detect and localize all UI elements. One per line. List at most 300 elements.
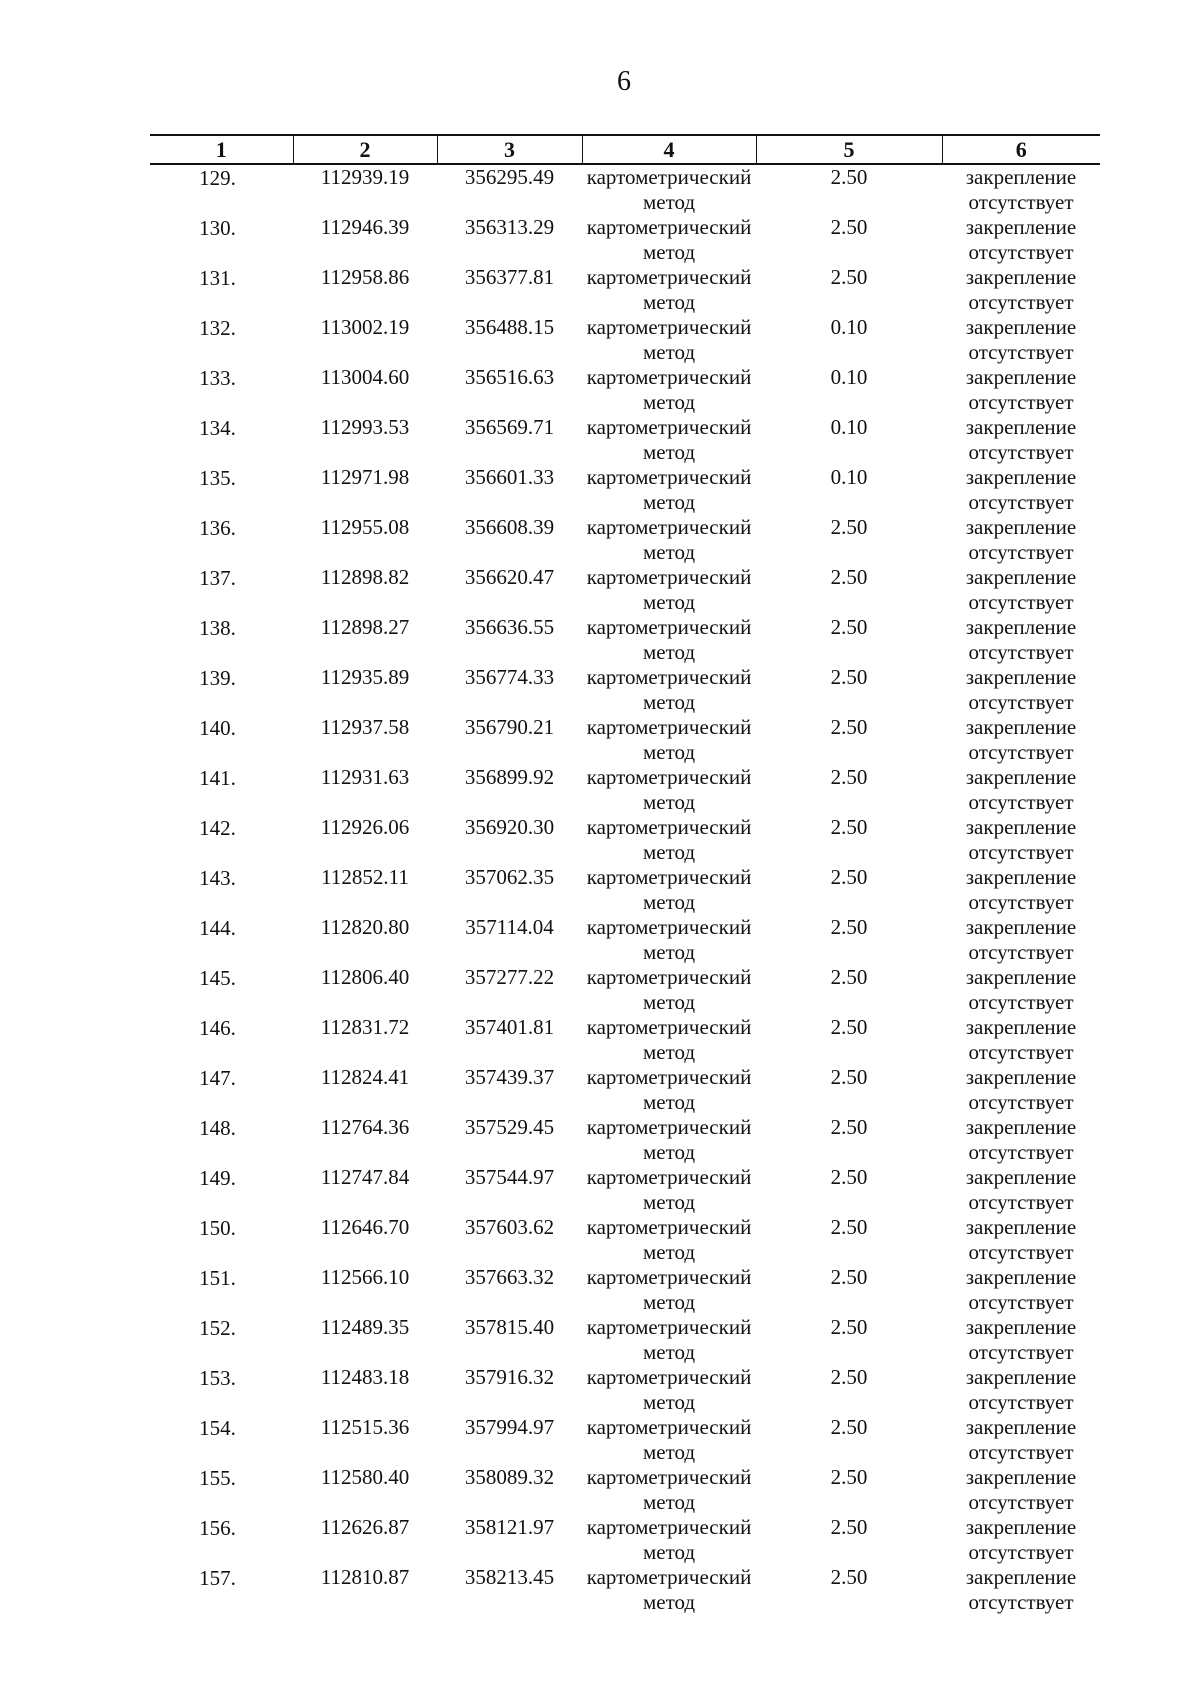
table-row [150, 1365, 1100, 1415]
method-text-line2: метод [642, 1239, 696, 1264]
fixing-text-line1: закрепление [965, 1415, 1077, 1439]
table-row [150, 1515, 1100, 1565]
method-text-line1: картометрический [586, 565, 752, 589]
fixing-text-line2: отсутствует [968, 739, 1074, 764]
fixing-cell [942, 1565, 1100, 1615]
point-number: 153. [199, 1366, 236, 1390]
method-text-line2: метод [642, 989, 696, 1014]
fixing-cell [942, 1515, 1100, 1565]
method-text-line2: метод [642, 489, 696, 514]
method-text-line2: метод [642, 1089, 696, 1114]
method-text-line1: картометрический [586, 1465, 752, 1489]
fixing-text-line2: отсутствует [968, 489, 1074, 514]
method-cell [582, 615, 756, 665]
coordinate-y: 356620.47 [464, 565, 555, 589]
method-text-line2: метод [642, 689, 696, 714]
fixing-cell [942, 1465, 1100, 1515]
accuracy-value: 2.50 [830, 1015, 868, 1039]
coordinate-y: 356920.30 [464, 815, 555, 839]
coordinate-x: 112747.84 [320, 1165, 410, 1189]
accuracy-value: 2.50 [830, 865, 868, 889]
fixing-text-line1: закрепление [965, 615, 1077, 639]
table-row [150, 515, 1100, 565]
fixing-text-line2: отсутствует [968, 689, 1074, 714]
coordinate-x: 112764.36 [320, 1115, 410, 1139]
coordinate-x: 112515.36 [320, 1415, 410, 1439]
table-row [150, 265, 1100, 315]
point-number: 130. [199, 216, 236, 240]
fixing-text-line1: закрепление [965, 315, 1077, 339]
fixing-text-line2: отсутствует [968, 389, 1074, 414]
fixing-text-line2: отсутствует [968, 1389, 1074, 1414]
coordinate-x: 113004.60 [320, 365, 410, 389]
fixing-text-line1: закрепление [965, 1315, 1077, 1339]
fixing-text-line2: отсутствует [968, 1589, 1074, 1614]
fixing-cell [942, 965, 1100, 1015]
method-cell [582, 1115, 756, 1165]
coordinate-y: 357529.45 [464, 1115, 555, 1139]
accuracy-value: 2.50 [830, 665, 868, 689]
fixing-text-line1: закрепление [965, 215, 1077, 239]
method-cell [582, 1315, 756, 1365]
method-text-line1: картометрический [586, 1515, 752, 1539]
fixing-text-line1: закрепление [965, 865, 1077, 889]
coordinate-y: 357603.62 [464, 1215, 555, 1239]
coordinate-y: 357277.22 [464, 965, 555, 989]
point-number: 148. [199, 1116, 236, 1140]
fixing-text-line1: закрепление [965, 1065, 1077, 1089]
method-text-line1: картометрический [586, 415, 752, 439]
coordinate-y: 357815.40 [464, 1315, 555, 1339]
fixing-cell [942, 515, 1100, 565]
coordinate-y: 357114.04 [465, 915, 554, 939]
method-text-line1: картометрический [586, 615, 752, 639]
method-text-line2: метод [642, 589, 696, 614]
coordinate-y: 356790.21 [464, 715, 555, 739]
coordinate-x: 112646.70 [320, 1215, 410, 1239]
coordinate-x: 112935.89 [320, 665, 410, 689]
fixing-cell [942, 865, 1100, 915]
point-number: 157. [199, 1566, 236, 1590]
coordinate-y: 357062.35 [464, 865, 555, 889]
table-row [150, 565, 1100, 615]
coordinate-x: 112898.82 [320, 565, 410, 589]
table-row [150, 1115, 1100, 1165]
fixing-text-line1: закрепление [965, 465, 1077, 489]
fixing-text-line2: отсутствует [968, 1239, 1074, 1264]
coordinate-y: 356608.39 [464, 515, 555, 539]
fixing-text-line2: отсутствует [968, 989, 1074, 1014]
table-row [150, 665, 1100, 715]
method-cell [582, 1065, 756, 1115]
accuracy-value: 2.50 [830, 565, 868, 589]
point-number: 144. [199, 916, 236, 940]
fixing-cell [942, 465, 1100, 515]
coordinate-y: 356774.33 [464, 665, 555, 689]
coordinate-x: 112993.53 [320, 415, 410, 439]
method-text-line2: метод [642, 1439, 696, 1464]
coordinate-x: 112898.27 [320, 615, 410, 639]
table-row [150, 1415, 1100, 1465]
fixing-text-line1: закрепление [965, 1215, 1077, 1239]
accuracy-value: 2.50 [830, 1115, 868, 1139]
fixing-text-line2: отсутствует [968, 339, 1074, 364]
fixing-text-line1: закрепление [965, 365, 1077, 389]
point-number: 154. [199, 1416, 236, 1440]
method-cell [582, 265, 756, 315]
method-cell [582, 315, 756, 365]
fixing-cell [942, 615, 1100, 665]
point-number: 149. [199, 1166, 236, 1190]
fixing-cell [942, 315, 1100, 365]
point-number: 145. [199, 966, 236, 990]
coordinate-x: 112566.10 [320, 1265, 410, 1289]
table-row [150, 1465, 1100, 1515]
method-cell [582, 915, 756, 965]
method-text-line2: метод [642, 839, 696, 864]
table-row [150, 615, 1100, 665]
coordinate-x: 112820.80 [320, 915, 410, 939]
fixing-cell [942, 365, 1100, 415]
table-row [150, 164, 1100, 215]
method-text-line1: картометрический [586, 1415, 752, 1439]
table-row [150, 1215, 1100, 1265]
fixing-text-line2: отсутствует [968, 239, 1074, 264]
fixing-text-line2: отсутствует [968, 1139, 1074, 1164]
coordinate-y: 356636.55 [464, 615, 555, 639]
coordinate-x: 112955.08 [320, 515, 410, 539]
fixing-text-line1: закрепление [965, 765, 1077, 789]
method-text-line2: метод [642, 389, 696, 414]
method-cell [582, 465, 756, 515]
column-header-4: 4 [582, 135, 756, 164]
fixing-text-line1: закрепление [965, 665, 1077, 689]
fixing-cell [942, 1415, 1100, 1465]
point-number: 131. [199, 266, 236, 290]
coordinate-x: 112937.58 [320, 715, 410, 739]
coordinate-y: 356488.15 [464, 315, 555, 339]
method-cell [582, 1465, 756, 1515]
coordinate-x: 112971.98 [320, 465, 410, 489]
method-text-line1: картометрический [586, 215, 752, 239]
method-cell [582, 415, 756, 465]
coordinate-x: 112483.18 [320, 1365, 410, 1389]
method-text-line1: картометрический [586, 965, 752, 989]
coordinate-y: 356313.29 [464, 215, 555, 239]
fixing-text-line1: закрепление [965, 515, 1077, 539]
fixing-cell [942, 1315, 1100, 1365]
accuracy-value: 2.50 [830, 1465, 868, 1489]
fixing-cell [942, 1265, 1100, 1315]
method-text-line2: метод [642, 639, 696, 664]
coordinate-y: 357916.32 [464, 1365, 555, 1389]
page-number: 6 [617, 66, 631, 97]
table-row [150, 1315, 1100, 1365]
fixing-text-line1: закрепление [965, 1165, 1077, 1189]
accuracy-value: 0.10 [830, 465, 868, 489]
fixing-text-line2: отсутствует [968, 1439, 1074, 1464]
fixing-text-line2: отсутствует [968, 789, 1074, 814]
method-text-line2: метод [642, 1539, 696, 1564]
method-text-line1: картометрический [586, 1215, 752, 1239]
fixing-text-line1: закрепление [965, 815, 1077, 839]
method-cell [582, 565, 756, 615]
method-text-line1: картометрический [586, 1165, 752, 1189]
fixing-cell [942, 215, 1100, 265]
fixing-text-line1: закрепление [965, 265, 1077, 289]
accuracy-value: 2.50 [830, 615, 868, 639]
point-number: 139. [199, 666, 236, 690]
coordinate-x: 112852.11 [321, 865, 409, 889]
method-text-line2: метод [642, 539, 696, 564]
method-text-line1: картометрический [586, 765, 752, 789]
method-cell [582, 665, 756, 715]
method-text-line2: метод [642, 289, 696, 314]
fixing-cell [942, 265, 1100, 315]
method-text-line2: метод [642, 1189, 696, 1214]
fixing-text-line2: отсутствует [968, 1539, 1074, 1564]
point-number: 135. [199, 466, 236, 490]
coordinate-y: 356516.63 [464, 365, 555, 389]
fixing-text-line2: отсутствует [968, 439, 1074, 464]
method-text-line2: метод [642, 789, 696, 814]
coordinate-y: 358121.97 [464, 1515, 555, 1539]
header-row [150, 135, 1100, 164]
accuracy-value: 2.50 [830, 915, 868, 939]
method-cell [582, 365, 756, 415]
coordinate-x: 112489.35 [320, 1315, 410, 1339]
fixing-text-line2: отсутствует [968, 889, 1074, 914]
method-text-line2: метод [642, 1489, 696, 1514]
accuracy-value: 2.50 [830, 1365, 868, 1389]
fixing-cell [942, 1115, 1100, 1165]
accuracy-value: 2.50 [830, 1215, 868, 1239]
point-number: 146. [199, 1016, 236, 1040]
coordinate-x: 112831.72 [320, 1015, 410, 1039]
table-row [150, 465, 1100, 515]
accuracy-value: 2.50 [830, 165, 868, 189]
method-text-line2: метод [642, 739, 696, 764]
fixing-text-line2: отсутствует [968, 539, 1074, 564]
accuracy-value: 2.50 [830, 515, 868, 539]
accuracy-value: 0.10 [830, 315, 868, 339]
accuracy-value: 2.50 [830, 1065, 868, 1089]
coordinate-y: 357439.37 [464, 1065, 555, 1089]
table-row [150, 415, 1100, 465]
table-row [150, 915, 1100, 965]
method-text-line1: картометрический [586, 665, 752, 689]
fixing-cell [942, 765, 1100, 815]
fixing-cell [942, 415, 1100, 465]
method-text-line1: картометрический [586, 815, 752, 839]
accuracy-value: 2.50 [830, 215, 868, 239]
point-number: 141. [199, 766, 236, 790]
fixing-text-line2: отсутствует [968, 1089, 1074, 1114]
table-row [150, 1165, 1100, 1215]
method-cell [582, 815, 756, 865]
coordinate-x: 112931.63 [320, 765, 410, 789]
method-text-line1: картометрический [586, 265, 752, 289]
table-row [150, 365, 1100, 415]
method-cell [582, 1215, 756, 1265]
accuracy-value: 0.10 [830, 415, 868, 439]
fixing-cell [942, 1165, 1100, 1215]
method-cell [582, 765, 756, 815]
method-text-line1: картометрический [586, 365, 752, 389]
accuracy-value: 2.50 [830, 765, 868, 789]
method-text-line2: метод [642, 239, 696, 264]
table-row [150, 315, 1100, 365]
coordinate-y: 357401.81 [464, 1015, 555, 1039]
accuracy-value: 2.50 [830, 1565, 868, 1589]
method-cell [582, 164, 756, 215]
method-text-line1: картометрический [586, 1065, 752, 1089]
fixing-text-line2: отсутствует [968, 639, 1074, 664]
fixing-cell [942, 715, 1100, 765]
column-header-1: 1 [150, 135, 293, 164]
accuracy-value: 2.50 [830, 1515, 868, 1539]
fixing-text-line1: закрепление [965, 1515, 1077, 1539]
method-text-line2: метод [642, 189, 696, 214]
fixing-text-line2: отсутствует [968, 1489, 1074, 1514]
accuracy-value: 2.50 [830, 265, 868, 289]
method-text-line1: картометрический [586, 1315, 752, 1339]
point-number: 140. [199, 716, 236, 740]
point-number: 152. [199, 1316, 236, 1340]
coordinate-y: 358089.32 [464, 1465, 555, 1489]
accuracy-value: 2.50 [830, 1415, 868, 1439]
method-text-line2: метод [642, 1039, 696, 1064]
point-number: 136. [199, 516, 236, 540]
accuracy-value: 2.50 [830, 715, 868, 739]
coordinate-y: 357663.32 [464, 1265, 555, 1289]
method-text-line2: метод [642, 1289, 696, 1314]
accuracy-value: 2.50 [830, 1315, 868, 1339]
method-cell [582, 1015, 756, 1065]
method-cell [582, 715, 756, 765]
table-row [150, 1065, 1100, 1115]
fixing-cell [942, 1015, 1100, 1065]
fixing-text-line2: отсутствует [968, 939, 1074, 964]
method-cell [582, 965, 756, 1015]
fixing-text-line1: закрепление [965, 415, 1077, 439]
table-row [150, 865, 1100, 915]
fixing-text-line1: закрепление [965, 915, 1077, 939]
fixing-text-line1: закрепление [965, 1365, 1077, 1389]
coordinate-y: 358213.45 [464, 1565, 555, 1589]
fixing-text-line2: отсутствует [968, 1039, 1074, 1064]
method-text-line1: картометрический [586, 1115, 752, 1139]
method-text-line1: картометрический [586, 465, 752, 489]
coordinate-y: 356601.33 [464, 465, 555, 489]
method-cell [582, 1515, 756, 1565]
coordinate-x: 112926.06 [320, 815, 410, 839]
method-text-line1: картометрический [586, 1565, 752, 1589]
method-text-line1: картометрический [586, 515, 752, 539]
method-cell [582, 515, 756, 565]
fixing-text-line1: закрепление [965, 565, 1077, 589]
point-number: 129. [199, 166, 236, 190]
fixing-text-line2: отсутствует [968, 1339, 1074, 1364]
fixing-text-line2: отсутствует [968, 1289, 1074, 1314]
method-cell [582, 1265, 756, 1315]
method-text-line1: картометрический [586, 915, 752, 939]
method-text-line2: метод [642, 1389, 696, 1414]
accuracy-value: 2.50 [830, 815, 868, 839]
fixing-cell [942, 665, 1100, 715]
method-text-line1: картометрический [586, 865, 752, 889]
coordinate-x: 112946.39 [320, 215, 410, 239]
fixing-text-line1: закрепление [965, 965, 1077, 989]
coordinate-y: 356377.81 [464, 265, 555, 289]
coordinate-y: 356899.92 [464, 765, 555, 789]
accuracy-value: 2.50 [830, 965, 868, 989]
accuracy-value: 0.10 [830, 365, 868, 389]
column-header-6: 6 [942, 135, 1100, 164]
method-text-line1: картометрический [586, 1365, 752, 1389]
fixing-cell [942, 1065, 1100, 1115]
coordinate-y: 357994.97 [464, 1415, 555, 1439]
method-cell [582, 1415, 756, 1465]
method-cell [582, 1365, 756, 1415]
fixing-text-line2: отсутствует [968, 1189, 1074, 1214]
fixing-text-line1: закрепление [965, 165, 1077, 189]
point-number: 151. [199, 1266, 236, 1290]
method-text-line2: метод [642, 1339, 696, 1364]
fixing-text-line2: отсутствует [968, 589, 1074, 614]
table-row [150, 815, 1100, 865]
point-number: 137. [199, 566, 236, 590]
coordinate-x: 112824.41 [320, 1065, 410, 1089]
coordinate-y: 357544.97 [464, 1165, 555, 1189]
fixing-cell [942, 915, 1100, 965]
table-row [150, 715, 1100, 765]
fixing-text-line1: закрепление [965, 1115, 1077, 1139]
coordinate-x: 113002.19 [320, 315, 410, 339]
fixing-text-line2: отсутствует [968, 289, 1074, 314]
point-number: 132. [199, 316, 236, 340]
method-text-line1: картометрический [586, 315, 752, 339]
point-number: 134. [199, 416, 236, 440]
method-text-line1: картометрический [586, 165, 752, 189]
fixing-text-line1: закрепление [965, 715, 1077, 739]
coordinate-y: 356295.49 [464, 165, 555, 189]
fixing-cell [942, 565, 1100, 615]
table-row [150, 765, 1100, 815]
fixing-cell [942, 1215, 1100, 1265]
method-text-line2: метод [642, 939, 696, 964]
fixing-text-line1: закрепление [965, 1465, 1077, 1489]
method-text-line1: картометрический [586, 1265, 752, 1289]
coordinate-x: 112939.19 [320, 165, 410, 189]
method-text-line1: картометрический [586, 1015, 752, 1039]
coordinate-x: 112626.87 [320, 1515, 410, 1539]
accuracy-value: 2.50 [830, 1265, 868, 1289]
fixing-text-line2: отсутствует [968, 189, 1074, 214]
coordinate-x: 112580.40 [320, 1465, 410, 1489]
table-row [150, 1565, 1100, 1615]
point-number: 147. [199, 1066, 236, 1090]
method-text-line1: картометрический [586, 715, 752, 739]
method-cell [582, 865, 756, 915]
point-number: 138. [199, 616, 236, 640]
coordinate-x: 112806.40 [320, 965, 410, 989]
column-header-5: 5 [756, 135, 942, 164]
point-number: 150. [199, 1216, 236, 1240]
fixing-text-line1: закрепление [965, 1565, 1077, 1589]
fixing-cell [942, 815, 1100, 865]
fixing-text-line1: закрепление [965, 1015, 1077, 1039]
